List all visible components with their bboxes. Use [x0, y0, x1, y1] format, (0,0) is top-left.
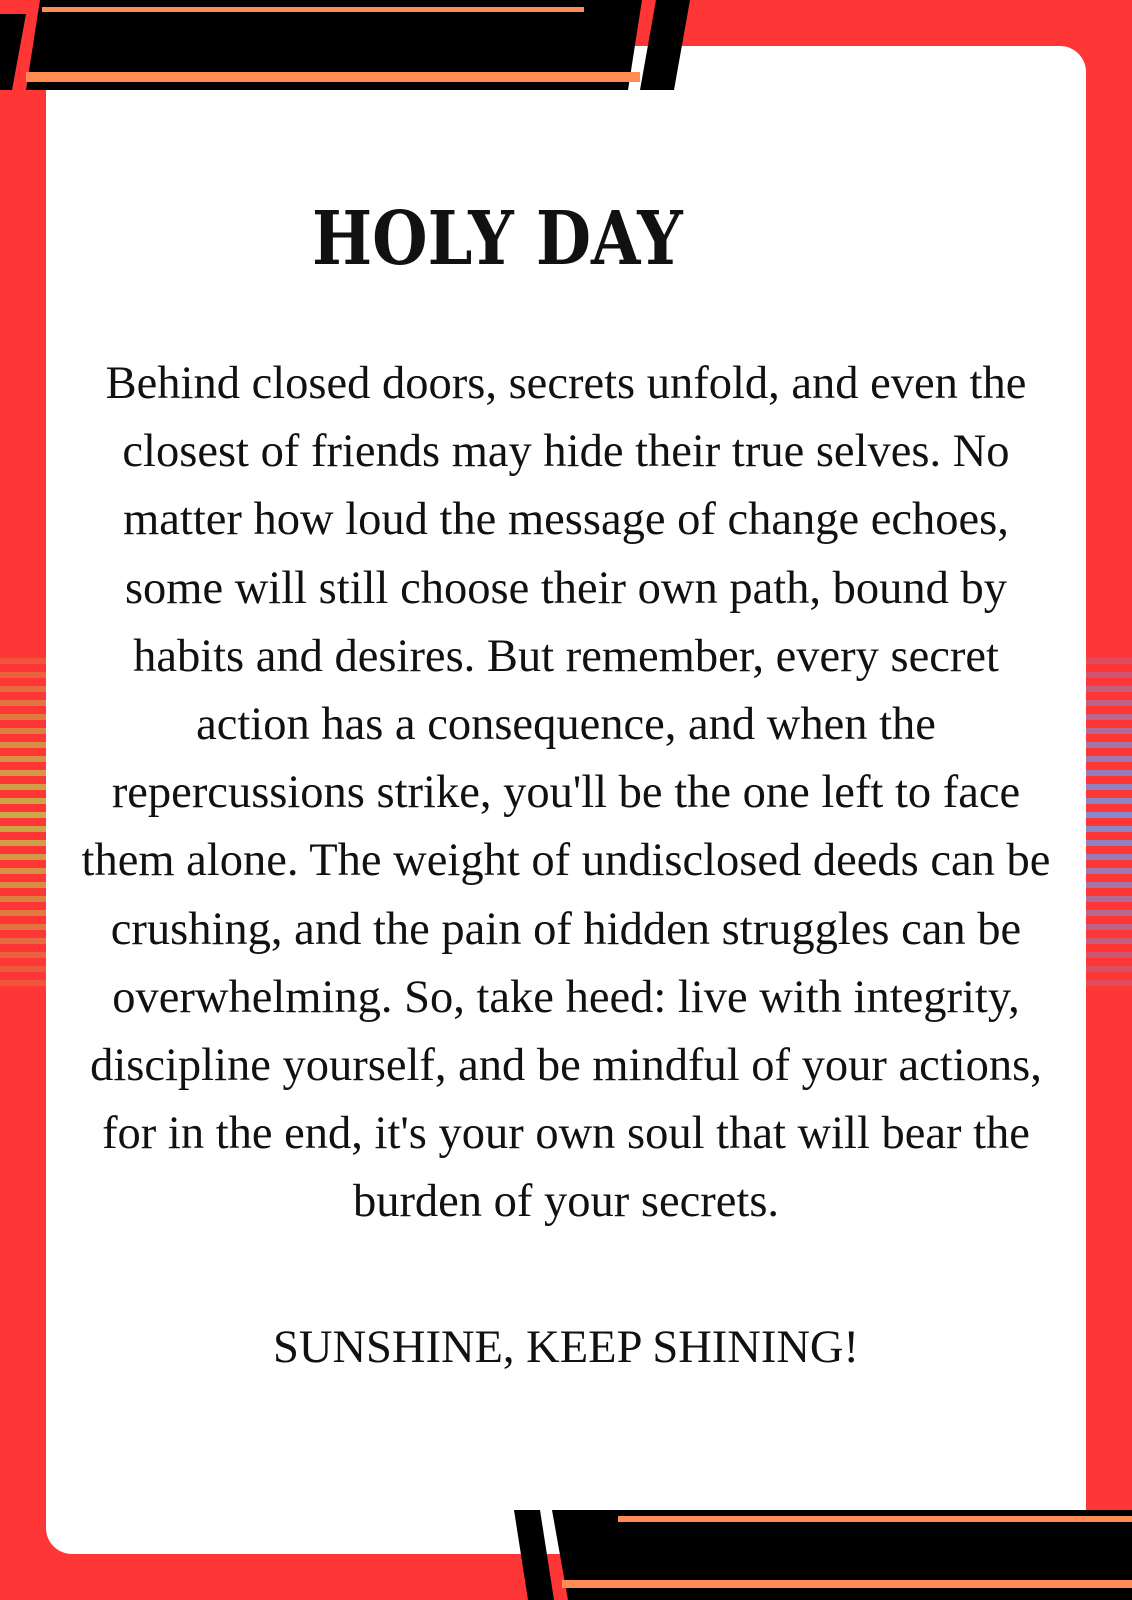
top-band-accent-line-upper	[42, 7, 584, 12]
bottom-band-accent-line-lower	[562, 1580, 1132, 1588]
top-left-band-decoration	[0, 0, 700, 95]
top-band-dark-left-sliver	[0, 14, 26, 90]
bottom-band-dark-left-slant	[514, 1510, 554, 1600]
poster-body-text: Behind closed doors, secrets unfold, and even the closest of friends may hide their true selves. No matter how loud the message of change echoes, some will still choose their own path, bound by habits and desires. But remember, every secret action has a consequence, and when the repercussions strike, you'll be the one left to face them alone. The weight of undisclosed deeds can be crushing, and the pain of hidden struggles can be overwhelming. So, take heed: live with integrity, discipline yourself, and be mindful of your actions, for in the end, it's your own soul that will bear the burden of your secrets.	[81, 358, 1051, 1228]
bottom-right-band-decoration	[500, 1500, 1132, 1600]
poster-closing-line: SUNSHINE, KEEP SHINING!	[273, 1322, 859, 1373]
bottom-band-accent-line-upper	[618, 1516, 1132, 1522]
top-band-dark-right-slant	[640, 0, 690, 90]
poster-title: HOLY DAY	[312, 196, 683, 282]
top-band-accent-line-lower	[26, 72, 640, 82]
